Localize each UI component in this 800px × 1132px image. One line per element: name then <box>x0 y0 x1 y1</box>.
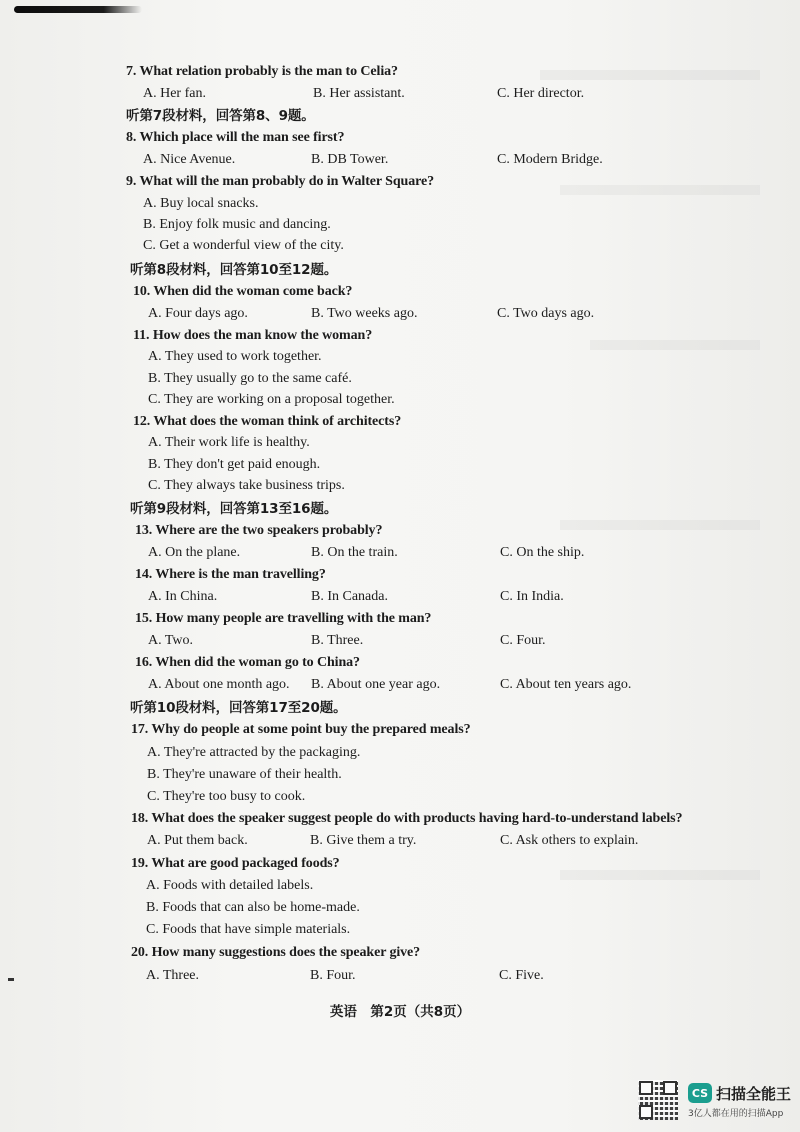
option-12a: A. Their work life is healthy. <box>148 435 310 450</box>
section-heading-10: 听第10段材料，回答第17至20题。 <box>130 700 347 716</box>
section-heading-9: 听第9段材料，回答第13至16题。 <box>130 501 338 517</box>
question-19: 19. What are good packaged foods? <box>131 856 340 871</box>
question-18: 18. What does the speaker suggest people do with products having hard-to-understand labels? <box>131 811 683 826</box>
option-8a: A. Nice Avenue. <box>143 152 236 167</box>
option-20b: B. Four. <box>310 968 356 983</box>
option-10a: A. Four days ago. <box>148 306 248 321</box>
scanner-app-name: 扫描全能王 <box>716 1085 792 1103</box>
question-10: 10. When did the woman come back? <box>133 284 353 299</box>
question-8: 8. Which place will the man see first? <box>126 130 345 145</box>
question-20: 20. How many suggestions does the speaker give? <box>131 945 421 960</box>
question-17: 17. Why do people at some point buy the prepared meals? <box>131 722 471 737</box>
option-9c: C. Get a wonderful view of the city. <box>143 238 344 253</box>
qr-code-icon <box>638 1080 678 1120</box>
question-7: 7. What relation probably is the man to Celia? <box>126 64 398 79</box>
option-11a: A. They used to work together. <box>148 349 322 364</box>
bleed-through-decor <box>560 185 760 195</box>
option-11c: C. They are working on a proposal together. <box>148 392 395 407</box>
option-15b: B. Three. <box>311 633 364 648</box>
option-13a: A. On the plane. <box>148 545 241 560</box>
page-footer: 英语 第2页（共8页） <box>329 1004 471 1020</box>
option-14b: B. In Canada. <box>311 589 388 604</box>
scanner-tagline: 3亿人都在用的扫描App <box>688 1109 784 1119</box>
option-7a: A. Her fan. <box>143 86 206 101</box>
option-19c: C. Foods that have simple materials. <box>146 922 351 937</box>
section-heading-8: 听第8段材料，回答第10至12题。 <box>130 262 338 278</box>
option-10b: B. Two weeks ago. <box>311 306 418 321</box>
option-16a: A. About one month ago. <box>148 677 290 692</box>
question-14: 14. Where is the man travelling? <box>135 567 326 582</box>
margin-mark <box>8 978 14 981</box>
option-10c: C. Two days ago. <box>497 306 595 321</box>
bleed-through-decor <box>560 870 760 880</box>
bleed-through-decor <box>590 340 760 350</box>
scanner-logo-icon: CS <box>688 1083 712 1103</box>
scan-smudge <box>14 6 142 13</box>
option-9a: A. Buy local snacks. <box>143 196 259 211</box>
option-20c: C. Five. <box>499 968 544 983</box>
option-12b: B. They don't get paid enough. <box>148 457 321 472</box>
option-8b: B. DB Tower. <box>311 152 389 167</box>
option-7c: C. Her director. <box>497 86 585 101</box>
section-heading-7: 听第7段材料，回答第8、9题。 <box>126 108 315 124</box>
option-7b: B. Her assistant. <box>313 86 405 101</box>
option-17b: B. They're unaware of their health. <box>147 767 342 782</box>
question-13: 13. Where are the two speakers probably? <box>135 523 383 538</box>
option-15c: C. Four. <box>500 633 546 648</box>
question-11: 11. How does the man know the woman? <box>133 328 373 343</box>
option-12c: C. They always take business trips. <box>148 478 345 493</box>
question-15: 15. How many people are travelling with the man? <box>135 611 432 626</box>
option-16b: B. About one year ago. <box>311 677 441 692</box>
option-18a: A. Put them back. <box>147 833 248 848</box>
option-17c: C. They're too busy to cook. <box>147 789 306 804</box>
option-14c: C. In India. <box>500 589 564 604</box>
option-19a: A. Foods with detailed labels. <box>146 878 314 893</box>
question-12: 12. What does the woman think of architects? <box>133 414 402 429</box>
option-16c: C. About ten years ago. <box>500 677 632 692</box>
option-13b: B. On the train. <box>311 545 398 560</box>
option-17a: A. They're attracted by the packaging. <box>147 745 361 760</box>
bleed-through-decor <box>560 520 760 530</box>
option-15a: A. Two. <box>148 633 194 648</box>
option-20a: A. Three. <box>146 968 199 983</box>
option-18b: B. Give them a try. <box>310 833 417 848</box>
option-14a: A. In China. <box>148 589 218 604</box>
option-19b: B. Foods that can also be home-made. <box>146 900 360 915</box>
question-9: 9. What will the man probably do in Walter Square? <box>126 174 434 189</box>
option-13c: C. On the ship. <box>500 545 585 560</box>
bleed-through-decor <box>540 70 760 80</box>
question-16: 16. When did the woman go to China? <box>135 655 360 670</box>
option-11b: B. They usually go to the same café. <box>148 371 352 386</box>
option-18c: C. Ask others to explain. <box>500 833 639 848</box>
option-9b: B. Enjoy folk music and dancing. <box>143 217 331 232</box>
option-8c: C. Modern Bridge. <box>497 152 603 167</box>
